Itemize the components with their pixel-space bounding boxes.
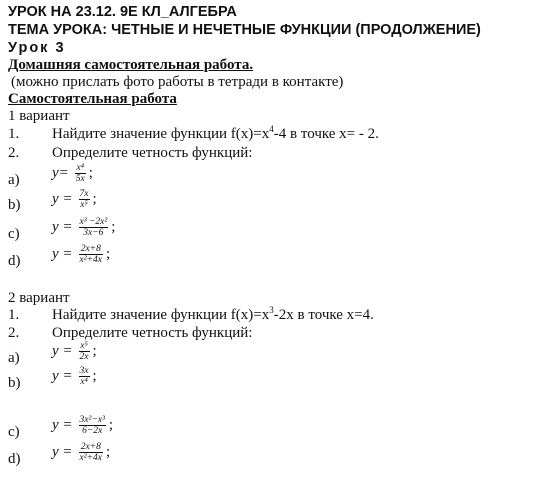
v1-item-b-formula: y = $\frac{7x}{\text{x⁵}}$ ; <box>52 189 97 210</box>
v1-task2-number: 2. <box>8 145 20 161</box>
v1-item-d-label: d) <box>8 253 21 269</box>
lesson-topic-heading: ТЕМА УРОКА: ЧЕТНЫЕ И НЕЧЕТНЫЕ ФУНКЦИИ (ПРОДОЛЖЕНИЕ) <box>8 22 481 38</box>
v1-item-c-formula: y = $\frac{\text{x³ −2x²}}{3x-6}$ ; <box>52 217 116 238</box>
v2-item-c-label: c) <box>8 424 20 440</box>
v2-task2-text: Определите четность функций: <box>52 325 253 341</box>
section-title: Самостоятельная работа <box>8 91 177 107</box>
v2-item-a-formula: y = $\frac{\text{x⁵}}{2x}$ ; <box>52 341 97 362</box>
v2-item-d-formula: y = $\frac{2x+8}{\text{x²+4x}}$ ; <box>52 442 111 463</box>
v1-task1-text: Найдите значение функции $f(x)=x^4-4$ в точке x= - 2. <box>52 124 379 142</box>
v2-item-a-label: a) <box>8 350 20 366</box>
v2-item-b-formula: y = $\frac{3x}{\text{x⁴}}$ ; <box>52 366 97 387</box>
v2-item-d-label: d) <box>8 451 21 467</box>
v2-task1-text: Найдите значение функции $f(x)=x^3-2x$ в точке x=4. <box>52 305 374 323</box>
v1-item-c-label: c) <box>8 226 20 242</box>
v1-item-b-label: b) <box>8 197 21 213</box>
v2-task2-number: 2. <box>8 325 20 341</box>
v1-task1-number: 1. <box>8 126 20 142</box>
variant1-title: 1 вариант <box>8 108 70 124</box>
v1-item-d-formula: y = $\frac{2x+8}{\text{x²+4x}}$ ; <box>52 244 111 265</box>
v2-item-b-label: b) <box>8 375 21 391</box>
homework-note: (можно прислать фото работы в тетради в контакте) <box>11 74 344 90</box>
v1-item-a-label: a) <box>8 172 20 188</box>
lesson-date-heading: УРОК НА 23.12. 9Е КЛ_АЛГЕБРА <box>8 4 237 20</box>
v2-item-c-formula: y = $\frac{\text{3x²−x³}}{6-2x}$ ; <box>52 415 113 436</box>
homework-title: Домашняя самостоятельная работа. <box>8 57 254 73</box>
variant2-title: 2 вариант <box>8 290 70 306</box>
v2-task1-number: 1. <box>8 307 20 323</box>
v1-item-a-formula: y= $\frac{\text{x⁴}}{5x}$ ; <box>52 163 93 184</box>
v1-task2-text: Определите четность функций: <box>52 145 253 161</box>
lesson-number: Урок 3 <box>8 40 66 56</box>
